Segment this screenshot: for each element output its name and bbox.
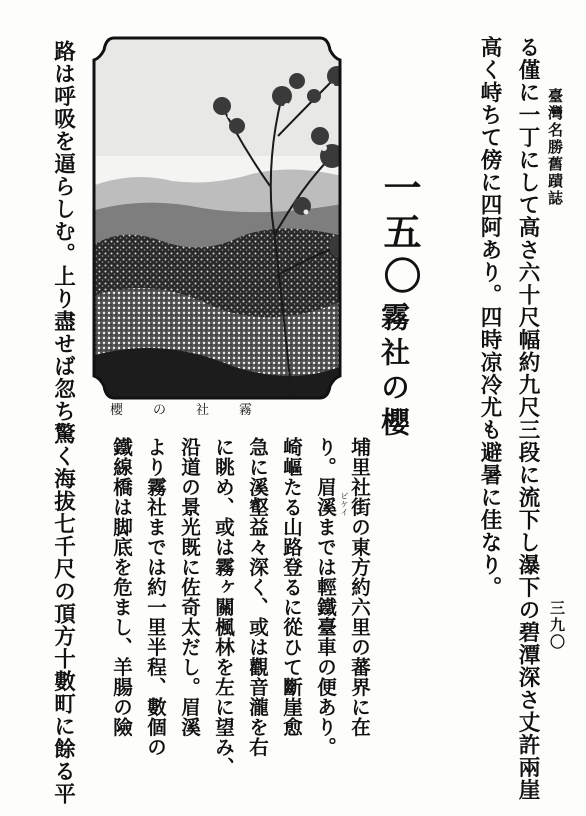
photo-cherry-trees-landscape-icon [92,36,342,400]
lower-text-column-8: 鐵線橋は脚底を危まし、羊腸の險 [110,437,133,737]
left-text-column: 路は呼吸を逼らしむ。上り盡せば忽ち驚く海拔七千尺の頂方十數町に餘る平 [50,40,76,805]
ruby-annotation: ビケイ [340,492,349,516]
lower-text-column-2: り。眉溪までは輕鐵臺車の便あり。 [314,437,337,757]
lower-text-column-1: 埔里社街の東方約六里の蕃界に在 [348,437,371,737]
article-number: 一五〇 [377,168,422,300]
upper-text-column-1: る僅に一丁にして高さ六十尺幅約九尺三段に流下し瀑下の碧潭深さ丈許兩崖 [515,36,540,801]
lower-text-column-5: に眺め、或は霧ヶ關楓林を左に望み、 [212,437,235,777]
lower-text-column-7: より霧社までは約一里半程、數個の [144,437,167,757]
cherry-blossom-photo [92,36,342,400]
page-number: 三九〇 [548,600,566,651]
running-title: 臺灣名勝舊蹟誌 [546,88,564,207]
article-title: 霧社の櫻 [377,302,411,442]
upper-text-column-2: 高く峙ちて傍に四阿あり。四時凉冷尤も避暑に佳なり。 [477,36,502,599]
lower-text-column-3: 崎嶇たる山路登るに從ひて斷崖愈 [280,437,303,737]
lower-text-column-6: 沿道の景光既に佐奇太だし。眉溪 [178,437,201,737]
photo-caption: 霧社の櫻 [110,403,283,418]
lower-text-column-4: 急に溪壑益々深く、或は觀音瀧を右 [246,437,269,757]
